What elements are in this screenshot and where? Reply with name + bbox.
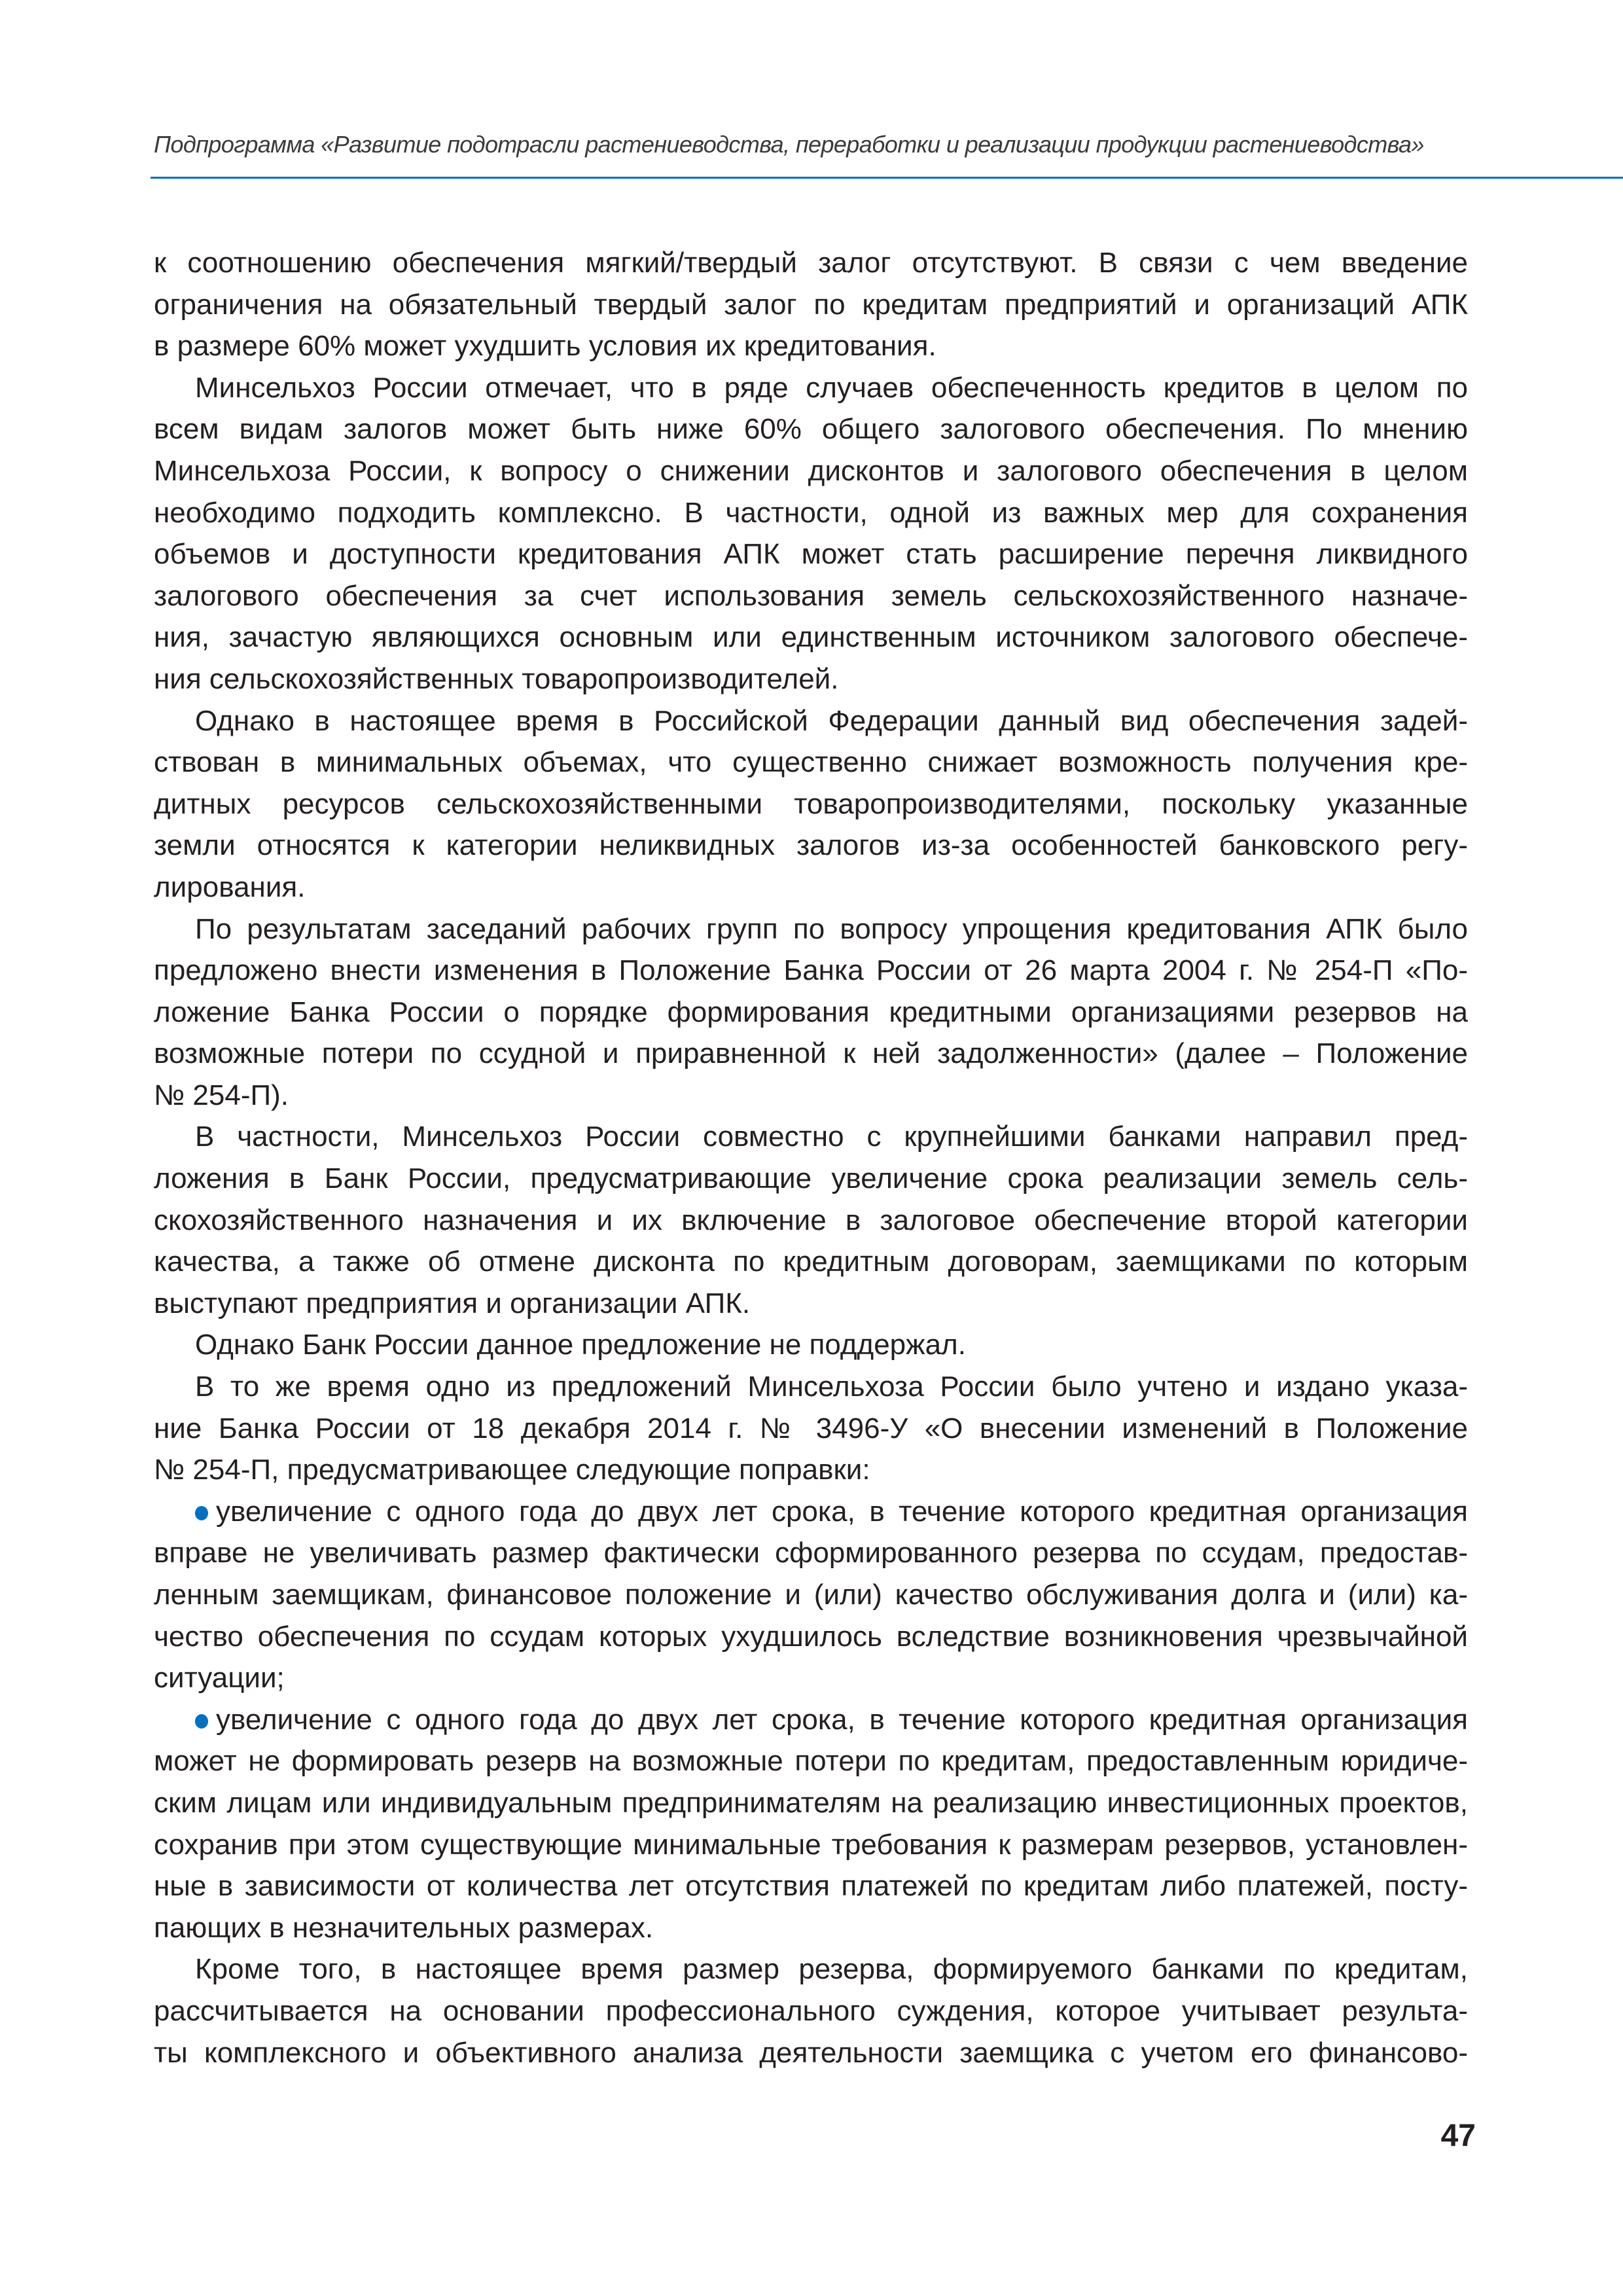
bullet-icon: [195, 1714, 208, 1729]
body-text: [154, 242, 1468, 2073]
text-line-content: может не формировать резерв на возможные потери по кредитам, предоставленным юридиче-: [154, 1745, 1468, 1778]
text-line: [154, 1408, 1468, 1450]
paragraph: [154, 1324, 1468, 1366]
text-line-content: качества, а также об отмене дисконта по кредитным договорам, заемщиками по которым: [154, 1246, 1468, 1278]
text-line-content: Минсельхоза России, к вопросу о снижении дисконтов и залогового обеспечения в целом: [154, 454, 1468, 487]
text-line-content: Однако в настоящее время в Российской Федерации данный вид обеспечения задей-: [195, 704, 1468, 737]
text-line: [154, 1366, 1468, 1408]
text-line: [154, 742, 1468, 783]
text-line: [154, 1657, 1468, 1699]
text-line-content: дитных ресурсов сельскохозяйственными товаропроизводителями, поскольку указанные: [154, 787, 1468, 820]
text-line: [154, 284, 1468, 326]
paragraph: [154, 1948, 1468, 2073]
text-line: [154, 1532, 1468, 1574]
text-line-content: лирования.: [154, 870, 306, 903]
text-line-content: ложение Банка России о порядке формирования кредитными организациями резервов на: [154, 996, 1468, 1028]
text-line: [154, 367, 1468, 409]
paragraph: [154, 700, 1468, 908]
text-line: [154, 1948, 1468, 1990]
text-line: [154, 492, 1468, 534]
text-line-content: ные в зависимости от количества лет отсутствия платежей по кредитам либо платежей, посту-: [154, 1870, 1468, 1903]
text-line-content: чество обеспечения по ссудам которых ухудшилось вследствие возникновения чрезвычайной: [154, 1620, 1468, 1653]
text-line: [154, 992, 1468, 1033]
text-line-content: рассчитывается на основании профессионального суждения, которое учитывает результа-: [154, 1994, 1468, 2027]
text-line-content: ским лицам или индивидуальным предпринимателям на реализацию инвестиционных проектов,: [154, 1786, 1468, 1819]
text-line-content: пающих в незначительных размерах.: [154, 1911, 654, 1944]
text-line-content: всем видам залогов может быть ниже 60% общего залогового обеспечения. По мнению: [154, 413, 1468, 446]
text-line-content: ние Банка России от 18 декабря 2014 г. № 3496-У «О внесении изменений в Положение: [154, 1412, 1468, 1444]
text-line-content: По результатам заседаний рабочих групп по вопросу упрощения кредитования АПК было: [195, 912, 1468, 945]
paragraph: [154, 367, 1468, 700]
text-line-content: сохранив при этом существующие минимальные требования к размерам резервов, установлен-: [154, 1828, 1468, 1861]
text-line-content: вправе не увеличивать размер фактически сформированного резерва по ссудам, предостав-: [154, 1537, 1468, 1570]
text-line-content: скохозяйственного назначения и их включение в залоговое обеспечение второй категории: [154, 1204, 1468, 1236]
text-line-content: Однако Банк России данное предложение не поддержал.: [195, 1329, 966, 1361]
text-line: [154, 1241, 1468, 1283]
text-line-content: ложения в Банк России, предусматривающие увеличение срока реализации земель сель-: [154, 1162, 1468, 1195]
paragraph: [154, 908, 1468, 1117]
text-line: [154, 908, 1468, 950]
text-line: [154, 1699, 1468, 1741]
header-divider: [151, 177, 1623, 179]
text-line: [154, 1283, 1468, 1325]
text-line: [154, 658, 1468, 700]
text-line: [154, 1990, 1468, 2032]
text-line-content: Кроме того, в настоящее время размер резерва, формируемого банками по кредитам,: [195, 1953, 1468, 1986]
text-line-content: ния, зачастую являющихся основным или единственным источником залогового обеспече-: [154, 621, 1468, 654]
text-line: [154, 1865, 1468, 1907]
text-line-content: увеличение с одного года до двух лет срока, в течение которого кредитная организация: [216, 1703, 1468, 1736]
text-line-content: В то же время одно из предложений Минсельхоза России было учтено и издано указа-: [195, 1371, 1468, 1403]
paragraph: [154, 1116, 1468, 1324]
text-line: [154, 1574, 1468, 1616]
text-line: [154, 1616, 1468, 1658]
text-line: [154, 1491, 1468, 1533]
text-line: [154, 2032, 1468, 2074]
text-line: [154, 408, 1468, 450]
text-line-content: увеличение с одного года до двух лет срока, в течение которого кредитная организация: [216, 1495, 1468, 1528]
text-line-content: земли относятся к категории неликвидных залогов из-за особенностей банковского регу-: [154, 829, 1468, 862]
text-line-content: предложено внести изменения в Положение Банка России от 26 марта 2004 г. № 254-П «По-: [154, 954, 1468, 987]
paragraph: [154, 1366, 1468, 1491]
text-line-content: возможные потери по ссудной и приравненной к ней задолженности» (далее – Положение: [154, 1037, 1468, 1070]
text-line-content: выступают предприятия и организации АПК.: [154, 1287, 751, 1319]
text-line-content: ситуации;: [154, 1662, 285, 1695]
text-line: [154, 867, 1468, 908]
text-line: [154, 1324, 1468, 1366]
text-line: [154, 1449, 1468, 1491]
bullet-list-item: [154, 1699, 1468, 1949]
text-line: [154, 783, 1468, 825]
text-line-content: к соотношению обеспечения мягкий/твердый залог отсутствуют. В связи с чем введение: [154, 247, 1468, 279]
text-line-content: № 254-П, предусматривающее следующие поправки:: [154, 1454, 870, 1486]
text-line: [154, 1740, 1468, 1782]
text-line: [154, 1033, 1468, 1075]
text-line-content: № 254-П).: [154, 1079, 289, 1111]
bullet-icon: [195, 1506, 208, 1520]
text-line: [154, 1116, 1468, 1158]
text-line: [154, 617, 1468, 658]
text-line: [154, 825, 1468, 867]
text-line: [154, 575, 1468, 617]
text-line: [154, 700, 1468, 742]
text-line-content: В частности, Минсельхоз России совместно с крупнейшими банками направил пред-: [195, 1121, 1468, 1153]
text-line: [154, 1824, 1468, 1866]
text-line-content: ты комплексного и объективного анализа деятельности заемщика с учетом его финансово-: [154, 2036, 1468, 2069]
text-line: [154, 950, 1468, 992]
text-line-content: объемов и доступности кредитования АПК может стать расширение перечня ликвидного: [154, 538, 1468, 571]
text-line: [154, 1200, 1468, 1242]
text-line: [154, 1158, 1468, 1200]
text-line-content: необходимо подходить комплексно. В частности, одной из важных мер для сохранения: [154, 496, 1468, 529]
running-header: Подпрограмма «Развитие подотрасли растениеводства, переработки и реализации продукции растениеводства»: [154, 131, 1424, 158]
text-line: [154, 533, 1468, 575]
text-line: [154, 325, 1468, 367]
text-line-content: в размере 60% может ухудшить условия их кредитования.: [154, 330, 936, 363]
paragraph: [154, 242, 1468, 367]
text-line: [154, 1075, 1468, 1117]
bullet-list-item: [154, 1491, 1468, 1699]
page-number: 47: [1440, 2119, 1476, 2153]
text-line-content: ния сельскохозяйственных товаропроизводителей.: [154, 662, 839, 695]
text-line: [154, 1907, 1468, 1949]
text-line-content: ограничения на обязательный твердый залог по кредитам предприятий и организаций АПК: [154, 288, 1468, 321]
text-line: [154, 450, 1468, 492]
text-line-content: Минсельхоз России отмечает, что в ряде случаев обеспеченность кредитов в целом по: [195, 371, 1468, 404]
text-line: [154, 242, 1468, 284]
text-line-content: ствован в минимальных объемах, что существенно снижает возможность получения кре-: [154, 746, 1468, 779]
text-line-content: залогового обеспечения за счет использования земель сельскохозяйственного назначе-: [154, 579, 1468, 612]
text-line: [154, 1782, 1468, 1824]
text-line-content: ленным заемщикам, финансовое положение и (или) качество обслуживания долга и (или) ка-: [154, 1579, 1468, 1611]
